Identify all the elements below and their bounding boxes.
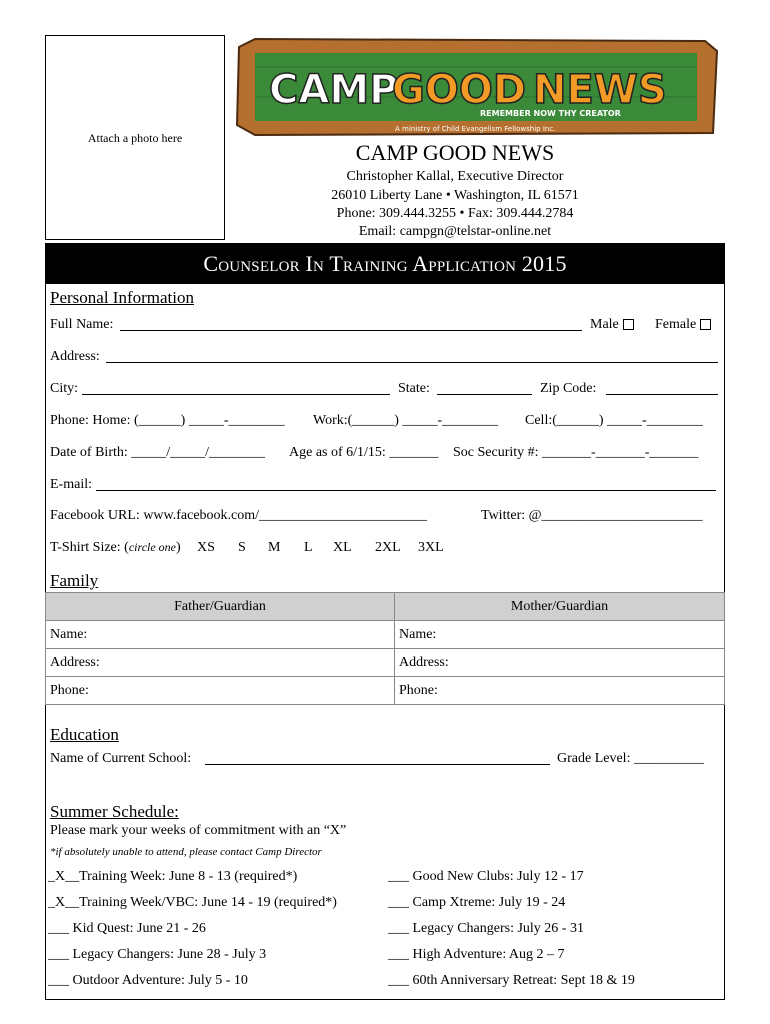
female-label: Female <box>655 317 697 332</box>
size-option[interactable]: S <box>238 540 246 555</box>
cell-phone-field[interactable]: Cell:(______) _____-________ <box>525 413 703 428</box>
schedule-note: *if absolutely unable to attend, please contact Camp Director <box>50 846 322 858</box>
personal-info-heading: Personal Information <box>50 288 194 307</box>
organization-title: CAMP GOOD NEWS <box>355 140 555 165</box>
facebook-field[interactable]: Facebook URL: www.facebook.com/________________________ <box>50 508 428 523</box>
dob-field[interactable]: Date of Birth: _____/_____/________ <box>50 445 266 460</box>
city-label: City: <box>50 381 79 396</box>
email-field[interactable] <box>96 478 716 491</box>
svg-text:GOOD: GOOD <box>392 67 527 113</box>
camp-good-news-logo <box>235 37 720 137</box>
male-checkbox[interactable] <box>623 319 634 330</box>
schedule-left-item[interactable]: ___ Legacy Changers: June 28 - July 3 <box>48 947 267 962</box>
state-field[interactable] <box>437 382 532 395</box>
schedule-left-item[interactable]: _X__Training Week: June 8 - 13 (required*) <box>48 869 298 884</box>
city-field[interactable] <box>82 382 390 395</box>
full-name-field[interactable] <box>120 318 582 331</box>
family-table <box>45 592 725 705</box>
email-label: E-mail: <box>50 477 92 492</box>
director-line: Christopher Kallal, Executive Director <box>346 169 564 184</box>
tshirt-label: T-Shirt Size: ( <box>50 540 129 555</box>
schedule-right-item[interactable]: ___ High Adventure: Aug 2 – 7 <box>388 947 565 962</box>
schedule-right-item[interactable]: ___ Legacy Changers: July 26 - 31 <box>388 921 584 936</box>
schedule-right-item[interactable]: ___ 60th Anniversary Retreat: Sept 18 & 19 <box>388 973 635 988</box>
size-option[interactable]: 3XL <box>418 540 444 555</box>
family-heading: Family <box>50 571 99 590</box>
schedule-left-item[interactable]: _X__Training Week/VBC: June 14 - 19 (required*) <box>48 895 337 910</box>
address-label: Address: <box>50 349 100 364</box>
size-option[interactable]: L <box>304 540 313 555</box>
svg-text:A ministry of Child Evangelism: A ministry of Child Evangelism Fellowship Inc. <box>395 125 556 133</box>
age-field[interactable]: Age as of 6/1/15: _______ <box>289 445 439 460</box>
form-banner: Counselor In Training Application 2015 <box>46 244 724 284</box>
email-line: Email: campgn@telstar-online.net <box>358 224 552 239</box>
schedule-right-item[interactable]: ___ Camp Xtreme: July 19 - 24 <box>388 895 566 910</box>
work-phone-field[interactable]: Work:(______) _____-________ <box>313 413 499 428</box>
father-name-cell[interactable]: Name: <box>46 621 395 649</box>
zip-field[interactable] <box>606 382 718 395</box>
home-phone-field[interactable]: Phone: Home: (______) _____-________ <box>50 413 285 428</box>
tshirt-circle-note: circle one <box>128 540 177 554</box>
father-address-cell[interactable]: Address: <box>46 649 395 677</box>
tshirt-size-row <box>50 540 181 556</box>
school-label: Name of Current School: <box>50 751 192 766</box>
size-option[interactable]: M <box>268 540 281 555</box>
zip-label: Zip Code: <box>540 381 597 396</box>
svg-text:CAMP: CAMP <box>269 67 399 113</box>
schedule-instruction: Please mark your weeks of commitment with an “X” <box>50 823 347 838</box>
schedule-left-item[interactable]: ___ Outdoor Adventure: July 5 - 10 <box>48 973 248 988</box>
schedule-left-item[interactable]: ___ Kid Quest: June 21 - 26 <box>48 921 206 936</box>
mother-header: Mother/Guardian <box>395 593 725 621</box>
phone-line: Phone: 309.444.3255 • Fax: 309.444.2784 <box>336 206 574 221</box>
school-field[interactable] <box>205 752 550 765</box>
full-name-label: Full Name: <box>50 317 114 332</box>
mother-address-cell[interactable]: Address: <box>395 649 725 677</box>
address-field[interactable] <box>106 350 718 363</box>
ssn-field[interactable]: Soc Security #: _______-_______-_______ <box>453 445 699 460</box>
mother-name-cell[interactable]: Name: <box>395 621 725 649</box>
size-option[interactable]: XS <box>197 540 215 555</box>
state-label: State: <box>398 381 430 396</box>
svg-text:REMEMBER NOW THY CREATOR: REMEMBER NOW THY CREATOR <box>480 109 621 118</box>
mother-phone-cell[interactable]: Phone: <box>395 677 725 705</box>
female-checkbox[interactable] <box>700 319 711 330</box>
photo-attachment-box[interactable] <box>45 35 225 240</box>
father-phone-cell[interactable]: Phone: <box>46 677 395 705</box>
father-header: Father/Guardian <box>46 593 395 621</box>
size-option[interactable]: XL <box>333 540 352 555</box>
svg-text:NEWS: NEWS <box>533 67 667 113</box>
photo-label: Attach a photo here <box>87 131 183 145</box>
male-label: Male <box>590 317 619 332</box>
grade-level-field[interactable]: Grade Level: __________ <box>557 751 704 766</box>
size-option[interactable]: 2XL <box>375 540 401 555</box>
address-line: 26010 Liberty Lane • Washington, IL 61571 <box>331 188 579 203</box>
education-heading: Education <box>50 725 119 744</box>
schedule-heading: Summer Schedule: <box>50 802 179 821</box>
twitter-field[interactable]: Twitter: @_______________________ <box>481 508 703 523</box>
tshirt-close: ) <box>176 540 181 555</box>
schedule-right-item[interactable]: ___ Good New Clubs: July 12 - 17 <box>388 869 584 884</box>
